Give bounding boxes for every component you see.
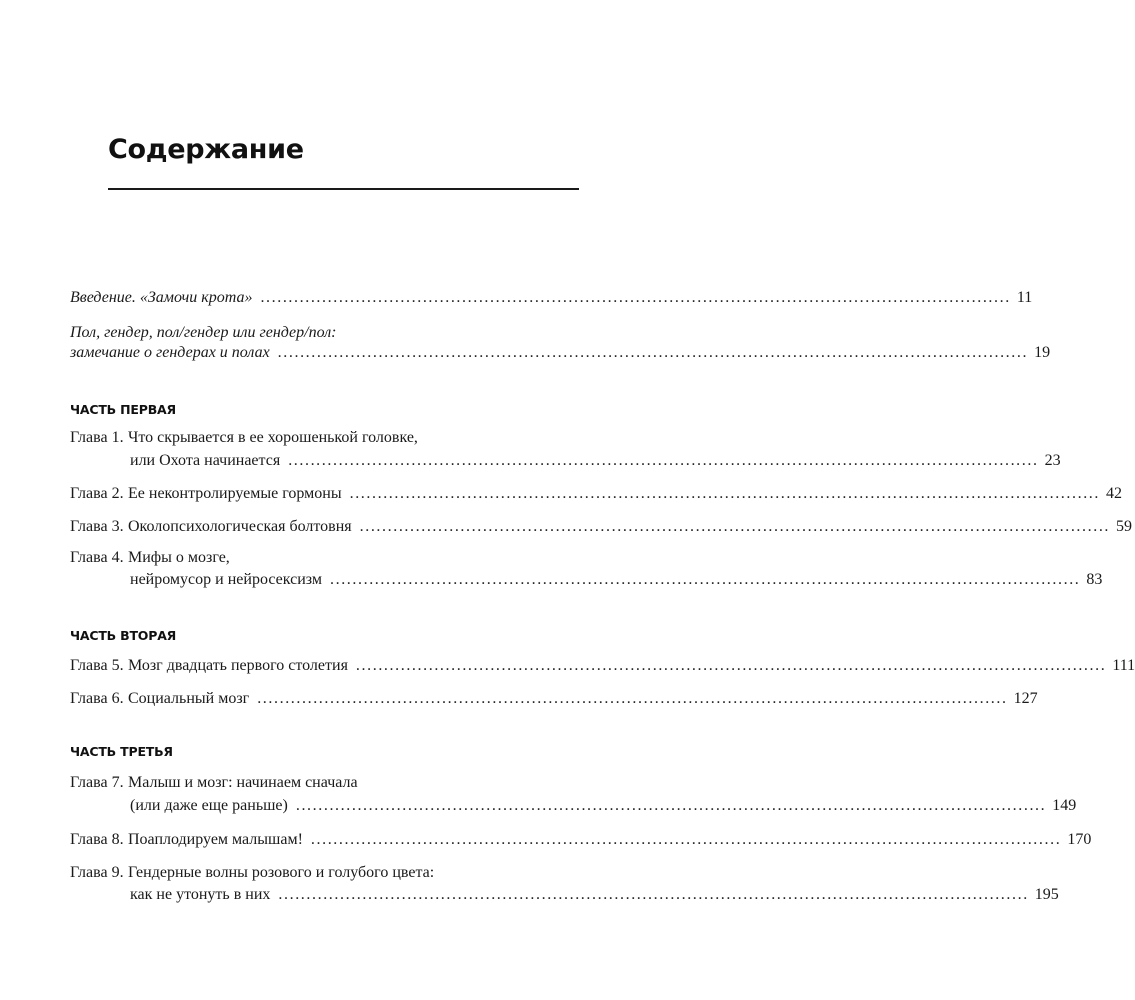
chapter-title-line1: Что скрывается в ее хорошенькой головке, — [128, 429, 418, 446]
chapter-title: Мозг двадцать первого столетия — [128, 657, 348, 674]
chapter-title-line2: как не утонуть в них — [130, 886, 271, 903]
page-number: 59 — [1116, 518, 1133, 535]
page-number: 170 — [1067, 831, 1092, 848]
dot-leader: ...................................................................................................................................... — [349, 485, 1101, 502]
dot-leader: ...................................................................................................................................... — [355, 657, 1107, 674]
toc-entry-chapter-5[interactable] — [70, 655, 1135, 677]
toc-entry-chapter-4-cont[interactable] — [130, 569, 1103, 591]
chapter-title: Околопсихологическая болтовня — [128, 518, 352, 535]
toc-entry-gender-note[interactable] — [70, 322, 580, 344]
chapter-label: Глава 3. — [70, 518, 124, 535]
part-heading-1: ЧАСТЬ ПЕРВАЯ — [70, 402, 176, 417]
toc-entry-chapter-1-cont[interactable] — [130, 450, 1061, 472]
page-number: 11 — [1016, 289, 1033, 306]
toc-entry-chapter-6[interactable] — [70, 688, 1038, 710]
dot-leader: ...................................................................................................................................... — [288, 452, 1039, 469]
toc-entry-chapter-9-cont[interactable] — [130, 884, 1059, 906]
chapter-title-line2: или Охота начинается — [130, 452, 281, 469]
toc-entry-chapter-7[interactable] — [70, 772, 580, 794]
dot-leader: ...................................................................................................................................... — [310, 831, 1062, 848]
part-heading-2: ЧАСТЬ ВТОРАЯ — [70, 628, 177, 643]
toc-entry-gender-note-cont[interactable] — [70, 342, 1051, 364]
toc-entry-chapter-2[interactable] — [70, 483, 1123, 505]
page-number: 42 — [1106, 485, 1123, 502]
entry-title-line2: замечание о гендерах и полах — [70, 344, 270, 361]
page-number: 127 — [1013, 690, 1038, 707]
chapter-label: Глава 8. — [70, 831, 124, 848]
page-number: 23 — [1044, 452, 1061, 469]
toc-entry-chapter-7-cont[interactable] — [130, 795, 1077, 817]
dot-leader: ...................................................................................................................................... — [330, 571, 1081, 588]
chapter-label: Глава 7. — [70, 774, 124, 791]
part-heading-3: ЧАСТЬ ТРЕТЬЯ — [70, 744, 173, 759]
entry-title: Введение. «Замочи крота» — [70, 289, 253, 306]
page-number: 195 — [1034, 886, 1059, 903]
page-number: 19 — [1034, 344, 1051, 361]
chapter-title-line2: нейромусор и нейросексизм — [130, 571, 322, 588]
dot-leader: ...................................................................................................................................... — [295, 797, 1047, 814]
toc-entry-chapter-8[interactable] — [70, 829, 1092, 851]
toc-entry-chapter-3[interactable] — [70, 516, 1133, 538]
page-title: Содержание — [108, 134, 304, 165]
chapter-title: Социальный мозг — [128, 690, 250, 707]
dot-leader: ...................................................................................................................................... — [260, 289, 1011, 306]
title-underline — [108, 188, 579, 190]
chapter-label: Глава 9. — [70, 864, 124, 881]
toc-entry-chapter-9[interactable] — [70, 862, 580, 884]
chapter-title-line1: Малыш и мозг: начинаем сначала — [128, 774, 358, 791]
chapter-title-line2: (или даже еще раньше) — [130, 797, 288, 814]
chapter-label: Глава 1. — [70, 429, 124, 446]
page-number: 149 — [1052, 797, 1077, 814]
chapter-title-line1: Мифы о мозге, — [128, 549, 230, 566]
page-number: 83 — [1086, 571, 1103, 588]
chapter-label: Глава 2. — [70, 485, 124, 502]
dot-leader: ...................................................................................................................................... — [278, 886, 1029, 903]
toc-entry-chapter-4[interactable] — [70, 547, 580, 569]
dot-leader: ...................................................................................................................................... — [277, 344, 1029, 361]
chapter-title: Поаплодируем малышам! — [128, 831, 303, 848]
page-number: 111 — [1112, 657, 1135, 674]
chapter-label: Глава 6. — [70, 690, 124, 707]
chapter-title: Ее неконтролируемые гормоны — [128, 485, 342, 502]
toc-entry-introduction[interactable] — [70, 287, 1033, 309]
dot-leader: ...................................................................................................................................... — [359, 518, 1111, 535]
chapter-label: Глава 5. — [70, 657, 124, 674]
chapter-label: Глава 4. — [70, 549, 124, 566]
toc-entry-chapter-1[interactable] — [70, 427, 580, 449]
dot-leader: ...................................................................................................................................... — [257, 690, 1008, 707]
chapter-title-line1: Гендерные волны розового и голубого цвета: — [128, 864, 435, 881]
entry-title-line1: Пол, гендер, пол/гендер или гендер/пол: — [70, 324, 337, 341]
